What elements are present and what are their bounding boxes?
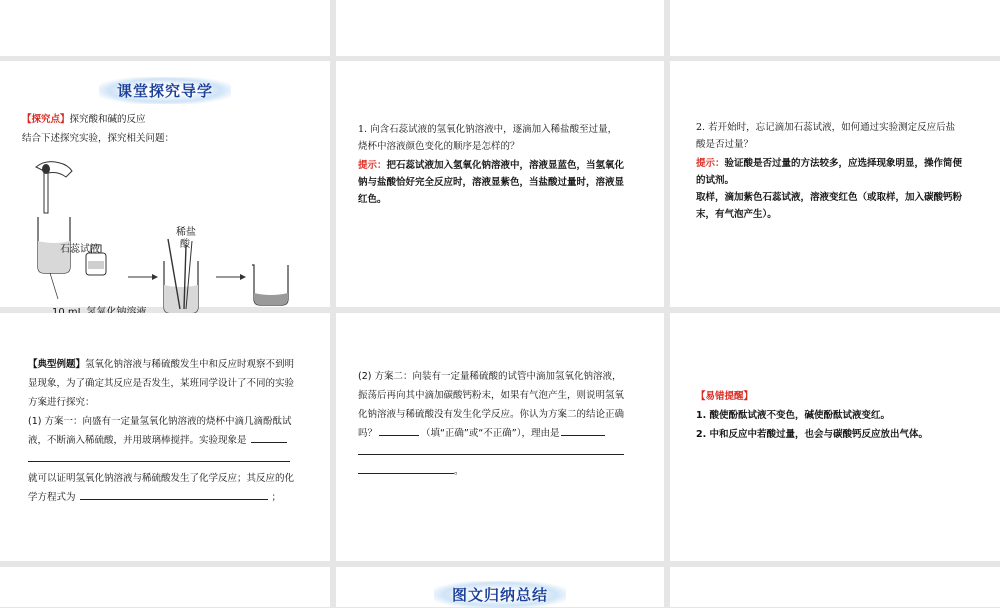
example-line-8: 学方程式为 (28, 492, 76, 503)
example-tag: 【典型例题】 (28, 359, 86, 370)
indicator-label: 石蕊试液 (60, 244, 100, 255)
answer-blank-4[interactable] (379, 424, 419, 436)
answer-blank-3[interactable] (80, 488, 268, 500)
question-1-line-2: 烧杯中溶液颜色变化的顺序是怎样的？ (358, 141, 520, 152)
slide-top-right (670, 0, 1000, 56)
hint-2-line-4: 末，有气泡产生）。 (696, 209, 777, 220)
beaker-2 (164, 239, 198, 313)
example-line-1: 氢氧化钠溶液与稀硫酸发生中和反应时观察不到明 (85, 359, 295, 370)
slide-bottom-left (0, 567, 330, 607)
slide-example-problem (0, 313, 330, 561)
hint-1-line-2: 钠与盐酸恰好完全反应时，溶液显紫色，当盐酸过量时，溶液显 (358, 177, 625, 188)
question-1-line-1: 1. 向含石蕊试液的氢氧化钠溶液中，逐滴加入稀盐酸至过量， (358, 124, 618, 135)
plan-two-line-1: (2) 方案二：向装有一定量稀硫酸的试管中滴加氢氧化钠溶液， (358, 371, 622, 382)
answer-blank-5[interactable] (561, 424, 605, 436)
slide-bottom-right (670, 567, 1000, 607)
slide-top-middle (336, 0, 664, 56)
example-line-2: 显现象，为了确定其反应是否发生，某班同学设计了不同的实验 (28, 378, 295, 389)
hint-2-line-2: 的试剂。 (696, 175, 735, 186)
mistakes-title: 【易错提醒】 (696, 391, 754, 402)
answer-blank-6[interactable] (358, 443, 624, 455)
example-line-8-end: ； (271, 492, 282, 503)
answer-blank-2[interactable] (28, 450, 290, 462)
slide-plan-two (336, 313, 664, 561)
question-2-line-1: 2. 若开始时，忘记滴加石蕊试液，如何通过实验测定反应后盐 (696, 122, 956, 133)
arrow-icon (240, 274, 246, 280)
acid-label-line1: 稀盐 (176, 227, 196, 238)
hint-2-line-1: 验证酸是否过量的方法较多，应选择现象明显，操作简便 (724, 158, 963, 169)
example-line-3: 方案进行探究： (28, 397, 95, 408)
question-2 (696, 119, 996, 153)
slide-inquiry-guide (0, 61, 330, 307)
hint-1 (358, 157, 658, 208)
plan-two-line-6-end: 。 (454, 466, 464, 477)
common-mistakes (696, 387, 996, 444)
plan-two-line-3: 化钠溶液与稀硫酸没有发生化学反应。你认为方案二的结论正确 (358, 409, 625, 420)
inquiry-point (22, 111, 146, 128)
hand-icon (36, 162, 72, 177)
slide-summary (336, 567, 664, 607)
answer-blank-1[interactable] (251, 431, 287, 443)
hint-2-line-3: 取样，滴加紫色石蕊试液，溶液变红色（或取样，加入碳酸钙粉 (696, 192, 963, 203)
experiment-diagram (0, 149, 330, 299)
hint-2 (696, 155, 996, 223)
example-line-7: 就可以证明氢氧化钠溶液与稀硫酸发生了化学反应；其反应的化 (28, 473, 295, 484)
hint-label: 提示： (696, 158, 725, 169)
arrow-icon (152, 274, 158, 280)
question-1 (358, 121, 658, 155)
hint-label: 提示： (358, 160, 387, 171)
hint-1-line-3: 红色。 (358, 194, 387, 205)
example-problem (28, 355, 328, 507)
question-2-line-2: 酸是否过量？ (696, 139, 754, 150)
section-banner: 课堂探究导学 (99, 77, 231, 104)
dropper-icon (44, 171, 48, 213)
plan-two-line-2: 振荡后再向其中滴加碳酸钙粉末，如果有气泡产生，则说明氢氧 (358, 390, 625, 401)
inquiry-topic: 探究酸和碱的反应 (69, 114, 146, 125)
inquiry-intro: 结合下述探究实验，探究相关问题： (22, 133, 175, 144)
plan-two-line-4b: （填“正确”或“不正确”），理由是 (421, 428, 560, 439)
slide-top-left (0, 0, 330, 56)
slide-question-2 (670, 61, 1000, 307)
mistake-item-1: 1. 酸使酚酞试液不变色，碱使酚酞试液变红。 (696, 410, 891, 421)
example-line-5: 液，不断滴入稀硫酸，并用玻璃棒搅拌。实验现象是 (28, 435, 247, 446)
acid-label-line2: 酸 (180, 239, 190, 250)
answer-blank-7[interactable] (358, 462, 454, 474)
plan-two (358, 367, 658, 481)
hint-1-line-1: 把石蕊试液加入氢氧化钠溶液中，溶液显蓝色，当氢氧化 (386, 160, 625, 171)
example-line-4: (1) 方案一：向盛有一定量氢氧化钠溶液的烧杯中滴几滴酚酞试 (28, 416, 292, 427)
summary-banner: 图文归纳总结 (434, 581, 566, 608)
slide-common-mistakes (670, 313, 1000, 561)
inquiry-tag: 【探究点】 (22, 114, 70, 125)
beaker-3 (252, 265, 288, 305)
mistake-item-2: 2. 中和反应中若酸过量，也会与碳酸钙反应放出气体。 (696, 429, 929, 440)
slide-question-1 (336, 61, 664, 307)
plan-two-line-4a: 吗？ (358, 428, 378, 439)
